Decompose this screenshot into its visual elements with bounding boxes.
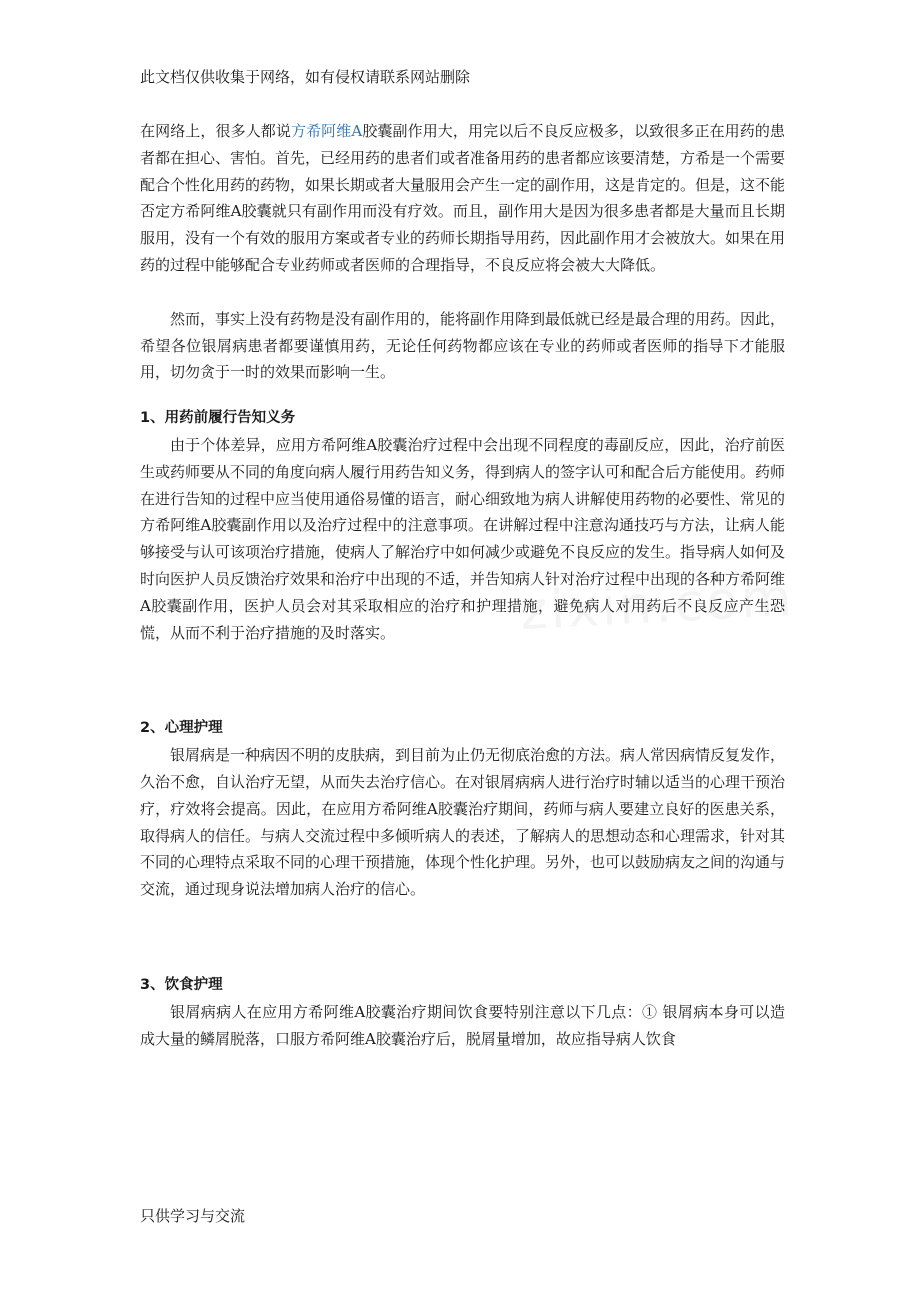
intro-lead: 在网络上，很多人都说 (140, 122, 291, 140)
section-1-body: 由于个体差异，应用方希阿维A胶囊治疗过程中会出现不同程度的毒副反应，因此，治疗前医生或药师要从不同的角度向病人履行用药告知义务，得到病人的签字认可和配合后方能使用。药师在进行告知的过程中应当使用通俗易懂的语言，耐心细致地为病人讲解使用药物的必要性、常见的方希阿维A胶囊副作用以及治疗过程中的注意事项。在讲解过程中注意沟通技巧与方法，让病人能够接受与认可该项治疗措施，使病人了解治疗中如何减少或避免不良反应的发生。指导病人如何及时向医护人员反馈治疗效果和治疗中出现的不适，并告知病人针对治疗过程中出现的各种方希阿维A胶囊副作用，医护人员会对其采取相应的治疗和护理措施，避免病人对用药后不良反应产生恐慌，从而不利于治疗措施的及时落实。 (140, 435, 786, 642)
section-1-heading: 1、用药前履行告知义务 (140, 410, 296, 427)
section-3-heading: 3、饮食护理 (140, 976, 223, 993)
paragraph-2: 然而，事实上没有药物是没有副作用的，能将副作用降到最低就已经是最合理的用药。因此，希望各位银屑病患者都要谨慎用药，无论任何药物都应该在专业的药师或者医师的指导下才能服用，切勿贪于一时的效果而影响一生。 (140, 309, 786, 382)
footer-note: 只供学习与交流 (140, 1207, 246, 1225)
intro-paragraph (140, 118, 785, 279)
drug-link[interactable]: 方希阿维A (290, 122, 363, 140)
section-3-body: 银屑病病人在应用方希阿维A胶囊治疗期间饮食要特别注意以下几点：① 银屑病本身可以造成大量的鳞屑脱落，口服方希阿维A胶囊治疗后，脱屑量增加，故应指导病人饮食 (140, 1002, 785, 1048)
section-2-heading: 2、心理护理 (140, 720, 223, 737)
document-body (140, 118, 785, 1052)
header-note: 此文档仅供收集于网络，如有侵权请联系网站删除 (140, 68, 471, 86)
intro-rest: 胶囊副作用大，用完以后不良反应极多，以致很多正在用药的患者都在担心、害怕。首先，已经用药的患者们或者准备用药的患者都应该要清楚，方希是一个需要配合个性化用药的药物，如果长期或者大量服用会产生一定的副作用，这是肯定的。但是，这不能否定方希阿维A胶囊就只有副作用而没有疗效。而且，副作用大是因为很多患者都是大量而且长期服用，没有一个有效的服用方案或者专业的药师长期指导用药，因此副作用才会被放大。如果在用药的过程中能够配合专业药师或者医师的合理指导，不良反应将会被大大降低。 (140, 122, 786, 274)
section-2-body: 银屑病是一种病因不明的皮肤病，到目前为止仍无彻底治愈的方法。病人常因病情反复发作，久治不愈，自认治疗无望，从而失去治疗信心。在对银屑病病人进行治疗时辅以适当的心理干预治疗，疗效将会提高。因此，在应用方希阿维A胶囊治疗期间，药师与病人要建立良好的医患关系，取得病人的信任。与病人交流过程中多倾听病人的表述，了解病人的思想动态和心理需求，针对其不同的心理特点采取不同的心理干预措施，体现个性化护理。另外，也可以鼓励病友之间的沟通与交流，通过现身说法增加病人治疗的信心。 (140, 746, 786, 899)
